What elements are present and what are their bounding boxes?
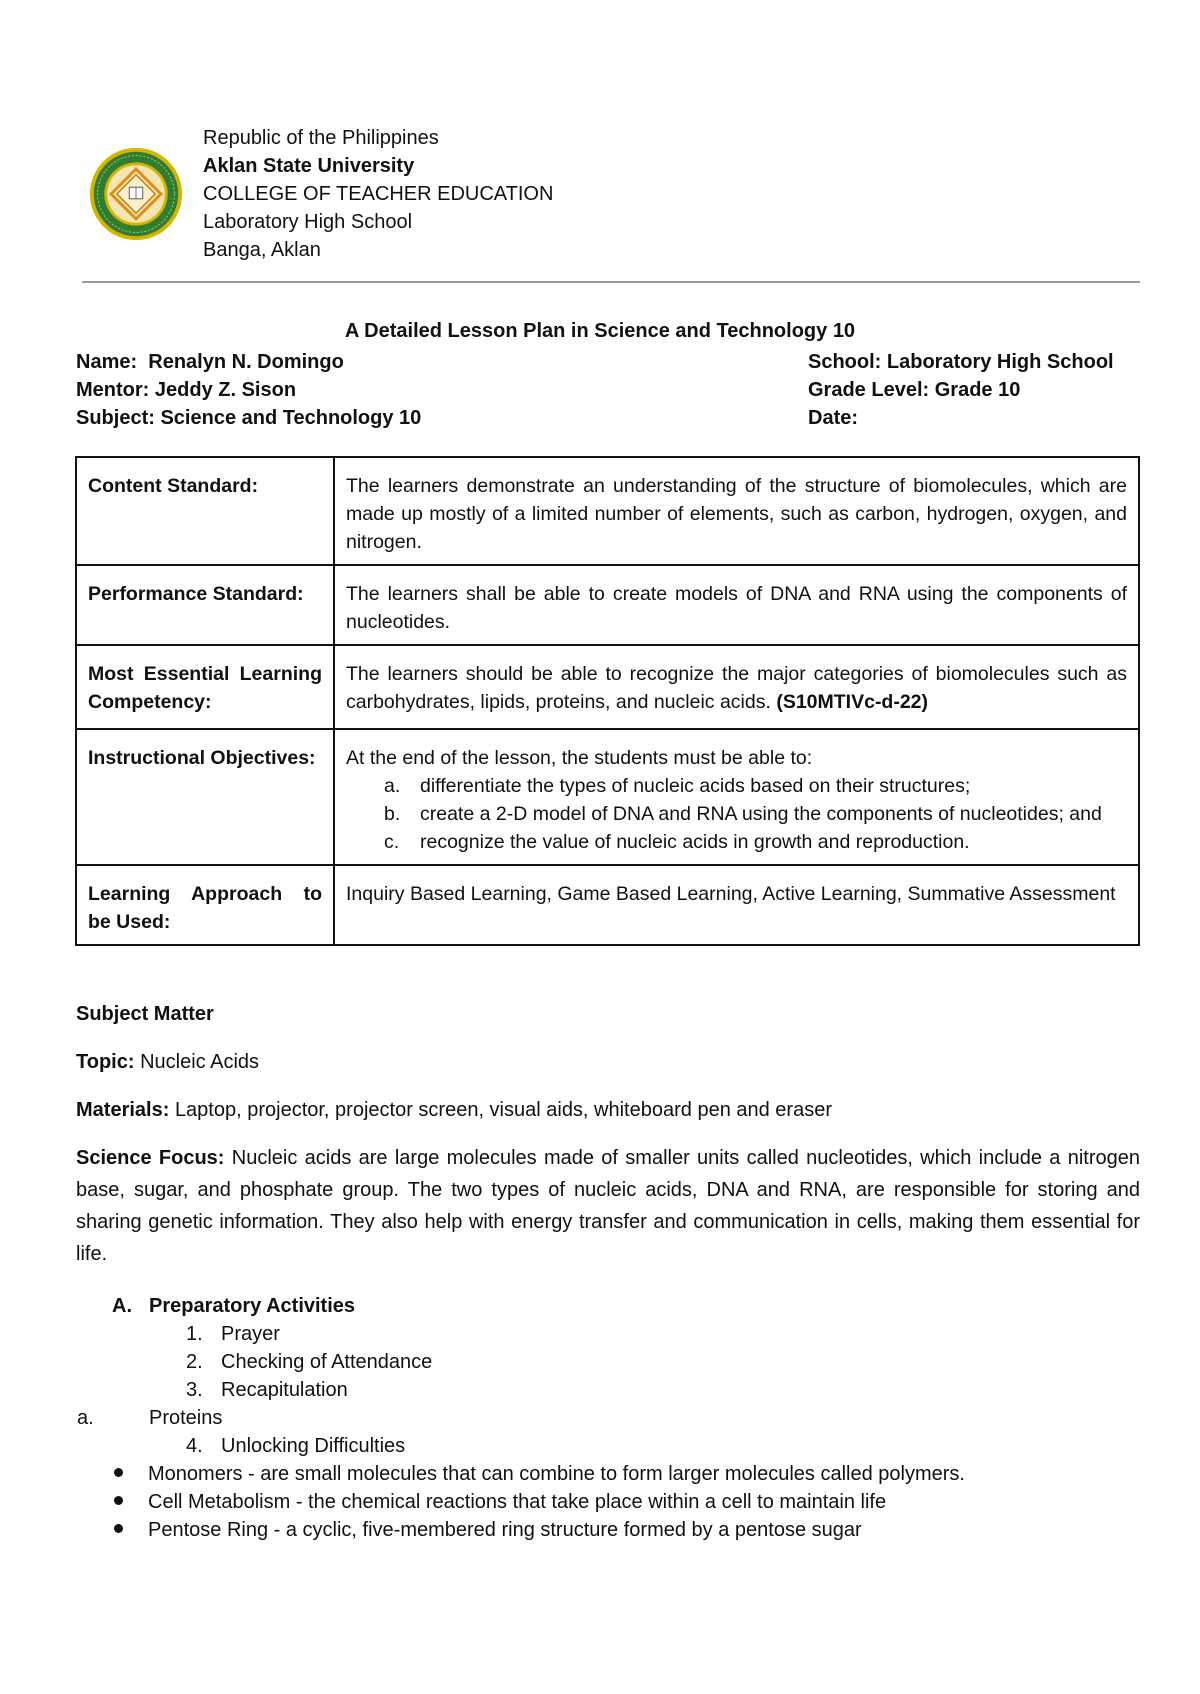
meta-grade-value: Grade 10 [934,379,1021,401]
bullet-dot-icon [114,1496,123,1505]
bullet-item [114,1460,965,1488]
sub-list-marker: a. [77,1407,94,1429]
bullet-text: Monomers - are small molecules that can combine to form larger molecules called polymers. [148,1463,965,1485]
meta-school-label: School: [808,351,882,373]
sub-list-text: Proteins [149,1407,223,1429]
preparatory-title: Preparatory Activities [149,1295,356,1317]
topic-line [76,1051,1140,1074]
meta-name [76,348,421,376]
standards-table [75,456,1140,946]
melc-text-body: The learners should be able to recognize the major categories of biomolecules such as carbohydrates, lipids, proteins, and nucleic acids. [346,663,1127,713]
objectives-list [346,772,1127,856]
bullet-item [114,1488,886,1516]
header-line-university: Aklan State University [203,155,415,177]
bullet-text: Pentose Ring - a cyclic, five-membered ring structure formed by a pentose sugar [148,1519,862,1541]
bullet-text: Cell Metabolism - the chemical reactions that take place within a cell to maintain life [148,1491,887,1513]
meta-school-value: Laboratory High School [886,351,1114,373]
list-marker: 3. [186,1379,203,1401]
subject-matter-heading: Subject Matter [76,1003,214,1025]
table-row-melc [76,645,1139,729]
list-marker: 2. [186,1351,203,1373]
preparatory-heading [112,1292,355,1320]
header-line-college: COLLEGE OF TEACHER EDUCATION [203,183,554,205]
meta-grade-label: Grade Level: [808,379,930,401]
melc-label-line1: Most Essential Learning [88,663,322,685]
meta-name-value: Renalyn N. Domingo [148,351,344,373]
meta-school [808,348,1114,376]
meta-name-label: Name: [76,351,138,373]
science-focus-label: Science Focus: [76,1147,225,1169]
objective-item [346,772,1127,800]
table-row-performance-standard [76,565,1139,645]
meta-left [76,348,421,432]
letterhead-text [203,124,553,264]
list-marker: 1. [186,1323,203,1345]
objectives-label: Instructional Objectives: [76,729,334,865]
objective-marker: a. [384,775,401,797]
content-standard-text: The learners demonstrate an understanding of the structure of biomolecules, which are made up mostly of a limited number of elements, such as carbon, hydrogen, oxygen, and nitrogen. [334,457,1139,565]
topic-label: Topic: [76,1051,135,1073]
objectives-cell [334,729,1139,865]
header-line-location: Banga, Aklan [203,239,321,261]
materials-line [76,1099,1140,1122]
list-text: Checking of Attendance [221,1351,433,1373]
header-divider [82,281,1140,283]
bullet-item [114,1516,862,1544]
performance-standard-text: The learners shall be able to create models of DNA and RNA using the components of nucleotides. [334,565,1139,645]
melc-label-line2: Competency: [88,691,212,713]
objectives-intro: At the end of the lesson, the students must be able to: [346,747,813,769]
bullet-dot-icon [114,1524,123,1533]
materials-value: Laptop, projector, projector screen, visual aids, whiteboard pen and eraser [174,1099,832,1121]
objective-text: differentiate the types of nucleic acids based on their structures; [420,775,971,797]
science-focus-paragraph [76,1142,1140,1270]
list-marker: 4. [186,1435,203,1457]
melc-label [76,645,334,729]
list-item [186,1376,348,1404]
table-row-content-standard [76,457,1139,565]
bullet-dot-icon [114,1468,123,1477]
objective-text: recognize the value of nucleic acids in growth and reproduction. [420,831,970,853]
meta-date [808,404,1114,432]
meta-grade [808,376,1114,404]
objective-item [346,800,1127,828]
melc-text [334,645,1139,729]
meta-subject [76,404,421,432]
list-item [186,1348,432,1376]
table-row-objectives [76,729,1139,865]
objective-item [346,828,1127,856]
meta-subject-label: Subject: [76,407,155,429]
learning-approach-label [76,865,334,945]
learning-approach-text: Inquiry Based Learning, Game Based Learning, Active Learning, Summative Assessment [334,865,1139,945]
meta-mentor [76,376,421,404]
list-item [186,1432,405,1460]
list-text: Unlocking Difficulties [221,1435,406,1457]
list-text: Recapitulation [221,1379,348,1401]
learning-approach-label-line2: be Used: [88,911,171,933]
learning-approach-label-line1: Learning Approach to [88,883,322,905]
header-line-school: Laboratory High School [203,211,413,233]
melc-code: (S10MTIVc-d-22) [776,691,929,713]
objective-text: create a 2-D model of DNA and RNA using the components of nucleotides; and [420,803,1102,825]
content-standard-label: Content Standard: [76,457,334,565]
meta-subject-value: Science and Technology 10 [160,407,422,429]
objective-marker: c. [384,831,400,853]
meta-mentor-label: Mentor: [76,379,150,401]
letterhead [88,124,1138,294]
meta-mentor-value: Jeddy Z. Sison [154,379,297,401]
performance-standard-label: Performance Standard: [76,565,334,645]
materials-label: Materials: [76,1099,170,1121]
meta-right [808,348,1114,432]
preparatory-marker: A. [112,1295,132,1317]
lesson-plan-title: A Detailed Lesson Plan in Science and Technology 10 [344,320,856,342]
list-text: Prayer [221,1323,280,1345]
objective-marker: b. [384,803,401,825]
table-row-learning-approach [76,865,1139,945]
university-seal-icon [88,146,184,242]
meta-date-label: Date: [808,407,859,429]
sub-list-item [77,1404,222,1432]
science-focus-text: Nucleic acids are large molecules made of smaller units called nucleotides, which include a nitrogen base, sugar, and phosphate group. The two types of nucleic acids, DNA and RNA, are responsible for storing and sharing genetic information. They also help with energy transfer and communication in cells, making them essential for life. [76,1147,1141,1265]
topic-value: Nucleic Acids [140,1051,260,1073]
list-item [186,1320,280,1348]
header-line-republic: Republic of the Philippines [203,127,439,149]
